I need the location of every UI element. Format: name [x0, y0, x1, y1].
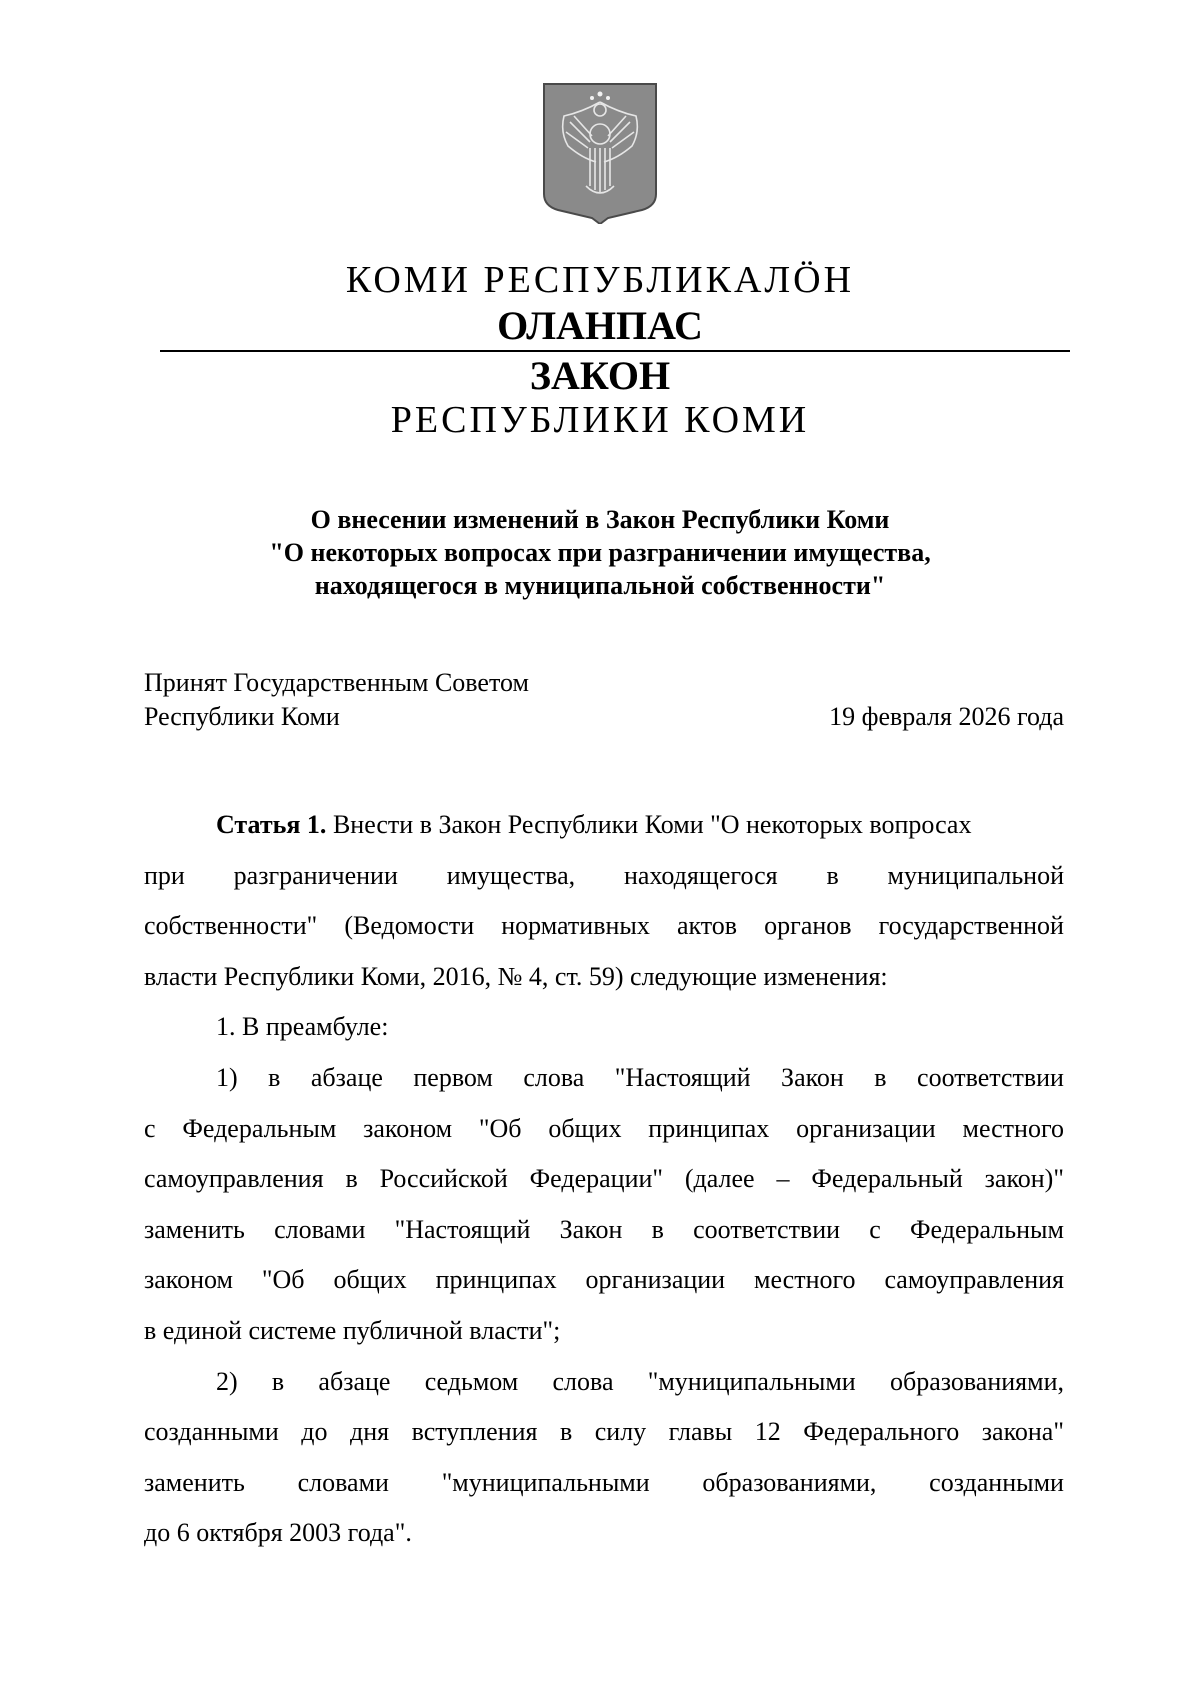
word: муниципальной [887, 860, 1064, 890]
word: собственности" [144, 911, 318, 941]
law-title [0, 503, 1200, 602]
word: в [345, 1164, 358, 1194]
text-line [144, 1467, 1064, 1518]
russian-republic-title: РЕСПУБЛИКИ КОМИ [390, 399, 810, 441]
word: находящегося [623, 860, 778, 890]
text-line [144, 910, 1064, 961]
word: имущества, [446, 860, 576, 890]
word: первом [413, 1062, 493, 1092]
article-body [144, 809, 1064, 1568]
word: законом [144, 1265, 233, 1295]
word: заменить [144, 1214, 245, 1244]
word: с [144, 1113, 156, 1143]
word: местного [962, 1113, 1064, 1143]
law-title-line: находящегося в муниципальной собственности" [314, 571, 886, 600]
word: закона" [981, 1417, 1064, 1447]
word: до [301, 1417, 328, 1447]
text-line [144, 860, 1064, 911]
word: в [271, 1366, 285, 1396]
text-line: 1. В преамбуле: [216, 1012, 389, 1042]
word: с [869, 1214, 881, 1244]
text-line [144, 1214, 1064, 1265]
word: (далее [684, 1164, 755, 1194]
word: актов [676, 911, 738, 941]
word: соответствии [917, 1062, 1064, 1092]
text-line [144, 1062, 1064, 1113]
word: соответствии [693, 1214, 841, 1244]
word: абзаце [310, 1062, 383, 1092]
word: Федеральный [811, 1164, 963, 1194]
word: 2) [216, 1366, 238, 1396]
text-line: до 6 октября 2003 года". [144, 1518, 412, 1548]
word: Федеральным [182, 1113, 337, 1143]
word: 12 [754, 1417, 781, 1447]
word: словами [274, 1214, 366, 1244]
word: "Об [478, 1113, 522, 1143]
word: слова [523, 1062, 585, 1092]
header-divider [160, 350, 1070, 352]
word: законом [363, 1113, 453, 1143]
word: органов [764, 911, 852, 941]
word: общих [333, 1265, 407, 1295]
word: разграничении [233, 860, 398, 890]
word: государственной [878, 911, 1064, 941]
word: (Ведомости [344, 911, 475, 941]
adoption-date: 19 февраля 2026 года [829, 702, 1064, 731]
word: самоуправления [144, 1164, 324, 1194]
komi-law-heading: ОЛАНПАС [497, 303, 703, 348]
word: в [651, 1214, 664, 1244]
word: в [268, 1062, 281, 1092]
word: Российской [379, 1164, 508, 1194]
word: слова [552, 1366, 614, 1396]
adopted-by-line: Принят Государственным Советом [144, 668, 529, 697]
text-line: в единой системе публичной власти"; [144, 1315, 561, 1345]
word: местного [754, 1265, 856, 1295]
word: главы [668, 1417, 733, 1447]
word: принципах [435, 1265, 557, 1295]
article-line-start [216, 809, 971, 860]
word: абзаце [318, 1366, 391, 1396]
law-title-line: О внесении изменений в Закон Республики Коми [310, 505, 890, 534]
word: созданными [144, 1417, 279, 1447]
article-intro-text: Внести в Закон Республики Коми "О некоторых вопросах [326, 810, 972, 839]
word: "Настоящий [614, 1062, 751, 1092]
word: "Настоящий [394, 1214, 531, 1244]
word: общих [548, 1113, 622, 1143]
word: – [776, 1164, 790, 1194]
word: силу [594, 1417, 647, 1447]
text-line [144, 1416, 1064, 1467]
word: созданными [929, 1467, 1064, 1497]
word: в [826, 860, 839, 890]
adoption-block [144, 666, 1064, 734]
text-line [144, 809, 1064, 860]
russian-law-heading: ЗАКОН [529, 353, 671, 398]
text-line [144, 1113, 1064, 1164]
word: принципах [648, 1113, 770, 1143]
text-line [144, 1163, 1064, 1214]
word: в [559, 1417, 573, 1447]
word: организации [796, 1113, 936, 1143]
word: дня [349, 1417, 390, 1447]
word: заменить [144, 1467, 245, 1497]
adopted-by-line: Республики Коми [144, 702, 340, 731]
word: организации [585, 1265, 726, 1295]
word: "Об [261, 1265, 305, 1295]
word: образованиями, [889, 1366, 1064, 1396]
word: нормативных [501, 911, 650, 941]
word: образованиями, [702, 1467, 877, 1497]
text-line [144, 1366, 1064, 1417]
word: "муниципальными [441, 1467, 650, 1497]
word: 1) [216, 1062, 238, 1092]
word: Федеральным [910, 1214, 1064, 1244]
text-line [144, 1264, 1064, 1315]
word: самоуправления [884, 1265, 1064, 1295]
word: Федерального [803, 1417, 960, 1447]
komi-republic-title: КОМИ РЕСПУБЛИКАЛӦН [345, 259, 855, 301]
word: при [144, 860, 185, 890]
text-line: власти Республики Коми, 2016, № 4, ст. 59) следующие изменения: [144, 961, 888, 991]
word: Закон [559, 1214, 623, 1244]
word: закон)" [984, 1164, 1064, 1194]
law-title-line: "О некоторых вопросах при разграничении имущества, [269, 538, 931, 567]
word: в [874, 1062, 887, 1092]
word: "муниципальными [647, 1366, 856, 1396]
word: седьмом [424, 1366, 519, 1396]
word: Закон [781, 1062, 844, 1092]
word: вступления [411, 1417, 538, 1447]
article-label: Статья 1. [216, 810, 327, 839]
coat-of-arms-emblem [542, 82, 658, 224]
word: словами [297, 1467, 389, 1497]
word: Федерации" [529, 1164, 664, 1194]
